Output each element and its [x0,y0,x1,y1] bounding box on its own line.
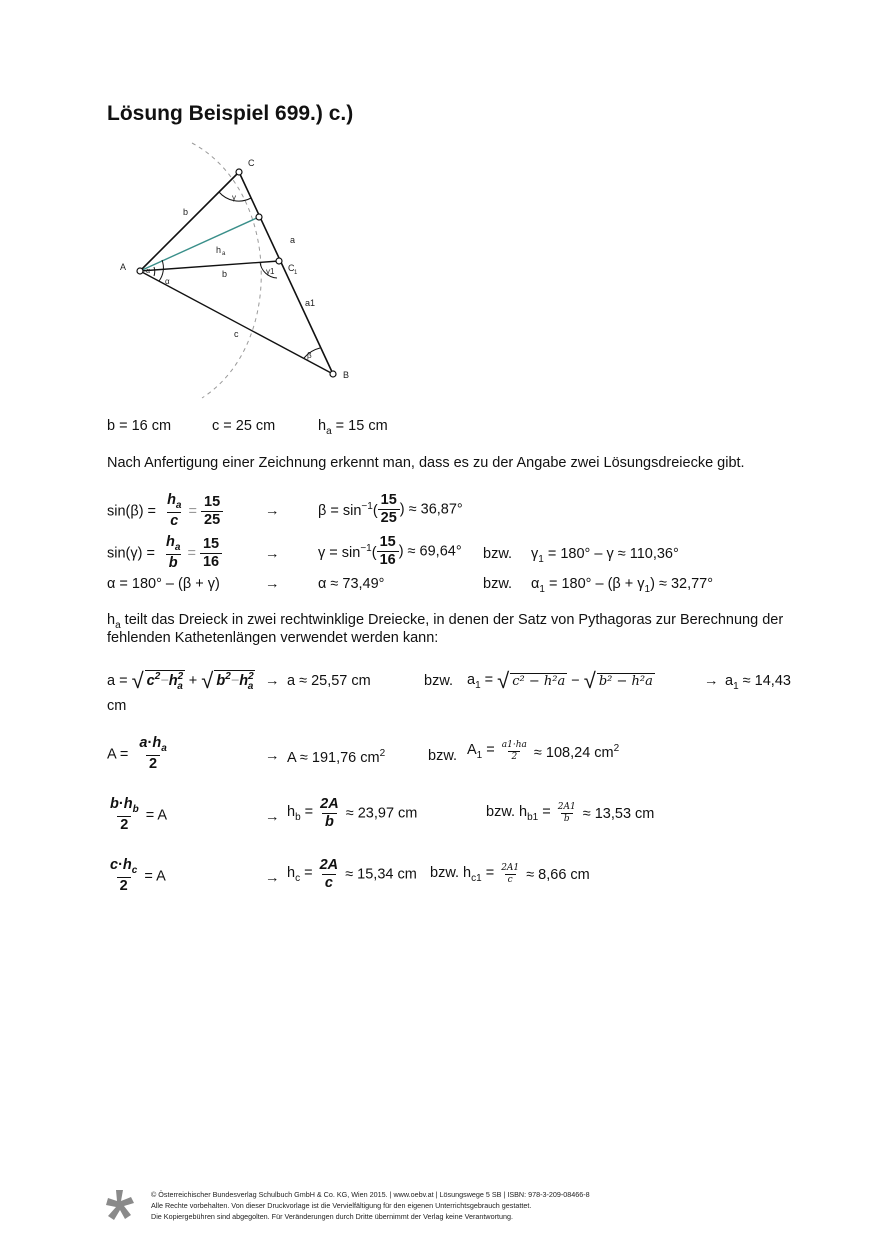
height-ha [140,217,259,271]
a1-unit-wrap: cm [107,698,127,714]
alpha-line: α = 180° – (β + γ) [107,576,220,592]
gamma1-result: $\gamma_1 = 180^\circ - \gamma \approx 110,36^\circ$ [531,546,679,565]
a-result: a ≈ 25,57 cm [287,673,371,689]
arrow-1: → [265,503,280,519]
page-title: Lösung Beispiel 699.) c.) [107,102,354,125]
area1-formula: $A_1$ = $\frac{a1\cdot ha}{2}$ ≈ 108,24 $cm^2$ [467,740,620,763]
arrow-8: → [265,870,280,886]
arrow-7: → [265,809,280,825]
label-b-upper: b [183,207,189,217]
hc1-result: bzw. $h_{c1}$ = $\frac{2A1}{c}$ ≈ 8,66 cm [430,863,590,886]
a1-formula: $a_1$ = √ c² − h²a − √ b² − h²a [467,668,653,693]
hb1-result: bzw. $h_{b1}$ = $\frac{2A1}{b}$ ≈ 13,53 cm [486,802,655,825]
label-C1-sub: 1 [294,270,298,276]
side-c [140,271,333,374]
label-gamma: γ [232,193,236,202]
intro-text: Nach Anfertigung einer Zeichnung erkennt man, dass es zu der Angabe zwei Lösungsdreiecke gibt. [107,455,745,471]
label-ha-sub: a [222,251,226,257]
sin-beta-result: $\beta = \sin^{-1}$( $\frac{15}{25}$ ) ≈ 36,87° [318,492,463,527]
foot-of-height [256,214,262,220]
hc-result: $h_c$ = $\frac{2A}{c}$ ≈ 15,34 cm [287,857,417,892]
given-b: b = 16 cm [107,418,172,434]
label-C: C [248,158,255,168]
hb-formula: $\frac{b\cdot h_b}{2}$ = A [110,796,168,834]
label-a: a [290,235,296,245]
area-formula: A = $\frac{a\cdot h_a}{2}$ [107,735,167,773]
triangle-figure [110,140,370,405]
footer-line-1: © Österreichischer Bundesverlag Schulbuch GmbH & Co. KG, Wien 2015. | www.oebv.at | Lösungswege 5 SB | ISBN: 978-3-209-08466-8 [151,1190,590,1199]
label-alpha: α [165,277,170,286]
sin-beta-line: sin(β) = $\frac{h_a}{c}$ = $\frac{15}{25}$ [107,493,223,530]
vertex-C [236,169,242,175]
label-gamma1: γ1 [266,267,275,276]
bzw-2: bzw. [483,576,513,592]
bzw-4: bzw. [428,748,458,764]
vertex-B [330,371,336,377]
area-result: A ≈ 191,76 $cm^2$ [287,748,386,766]
label-c: c [234,329,239,339]
vertex-C1 [276,258,282,264]
arrow-5: → [704,673,719,689]
bzw-1: bzw. [483,546,513,562]
hb-result: $h_b$ = $\frac{2A}{b}$ ≈ 23,97 cm [287,796,418,831]
a-formula: a = √ $c^2-h^2_a$ + √ $b^2-h^2_a$ [107,668,254,693]
footer-line-3: Die Kopiergebühren sind abgegolten. Für Veränderungen durch Dritte übernimmt der Verlag keine Verantwortung. [151,1212,513,1221]
side-a [239,172,333,374]
label-A: A [120,262,127,272]
sin-gamma-result: $\gamma = \sin^{-1}$( $\frac{15}{16}$ ) ≈ 69,64° [318,534,462,569]
sin-gamma-line: sin(γ) = $\frac{h_a}{b}$ = $\frac{15}{16}$ [107,535,222,572]
pythagoras-paragraph-line2: fehlenden Kathetenlängen verwendet werden kann: [107,630,439,646]
label-b-lower: b [222,269,228,279]
side-b-lower [140,261,279,271]
arrow-6: → [265,748,280,764]
vertex-A [137,268,143,274]
label-beta: β [307,351,312,360]
alpha1-result: $\alpha_1 = 180^\circ - (\beta + \gamma_1) \approx 32,77^\circ$ [531,576,714,595]
alpha-result: α ≈ 73,49° [318,576,385,592]
given-ha: $h_a = 15$ cm [318,418,388,437]
publisher-logo-icon [104,1188,136,1222]
angle-alpha-arc [159,260,163,281]
bzw-3: bzw. [424,673,454,689]
arrow-2: → [265,546,280,562]
arrow-4: → [265,673,280,689]
label-alpha-small: α [146,268,151,275]
pythagoras-paragraph-line1: $h_a$ teilt das Dreieck in zwei rechtwinklige Dreiecke, in denen der Satz von Pythagoras zur Berechnung der [107,612,784,631]
angle-alpha-small-arc [154,267,155,276]
given-c: c = 25 cm [212,418,276,434]
footer-line-2: Alle Rechte vorbehalten. Von dieser Druckvorlage ist die Vervielfältigung für den eigenen Unterrichtsgebrauch gestattet. [151,1201,532,1210]
label-ha: h [216,245,222,255]
hc-formula: $\frac{c\cdot h_c}{2}$ = A [110,857,166,895]
arrow-3: → [265,576,280,592]
label-a1: a1 [305,298,316,308]
a1-result: $a_1 \approx 14,43$ [725,673,791,692]
label-B: B [343,370,350,380]
label-C1: C [288,263,295,273]
